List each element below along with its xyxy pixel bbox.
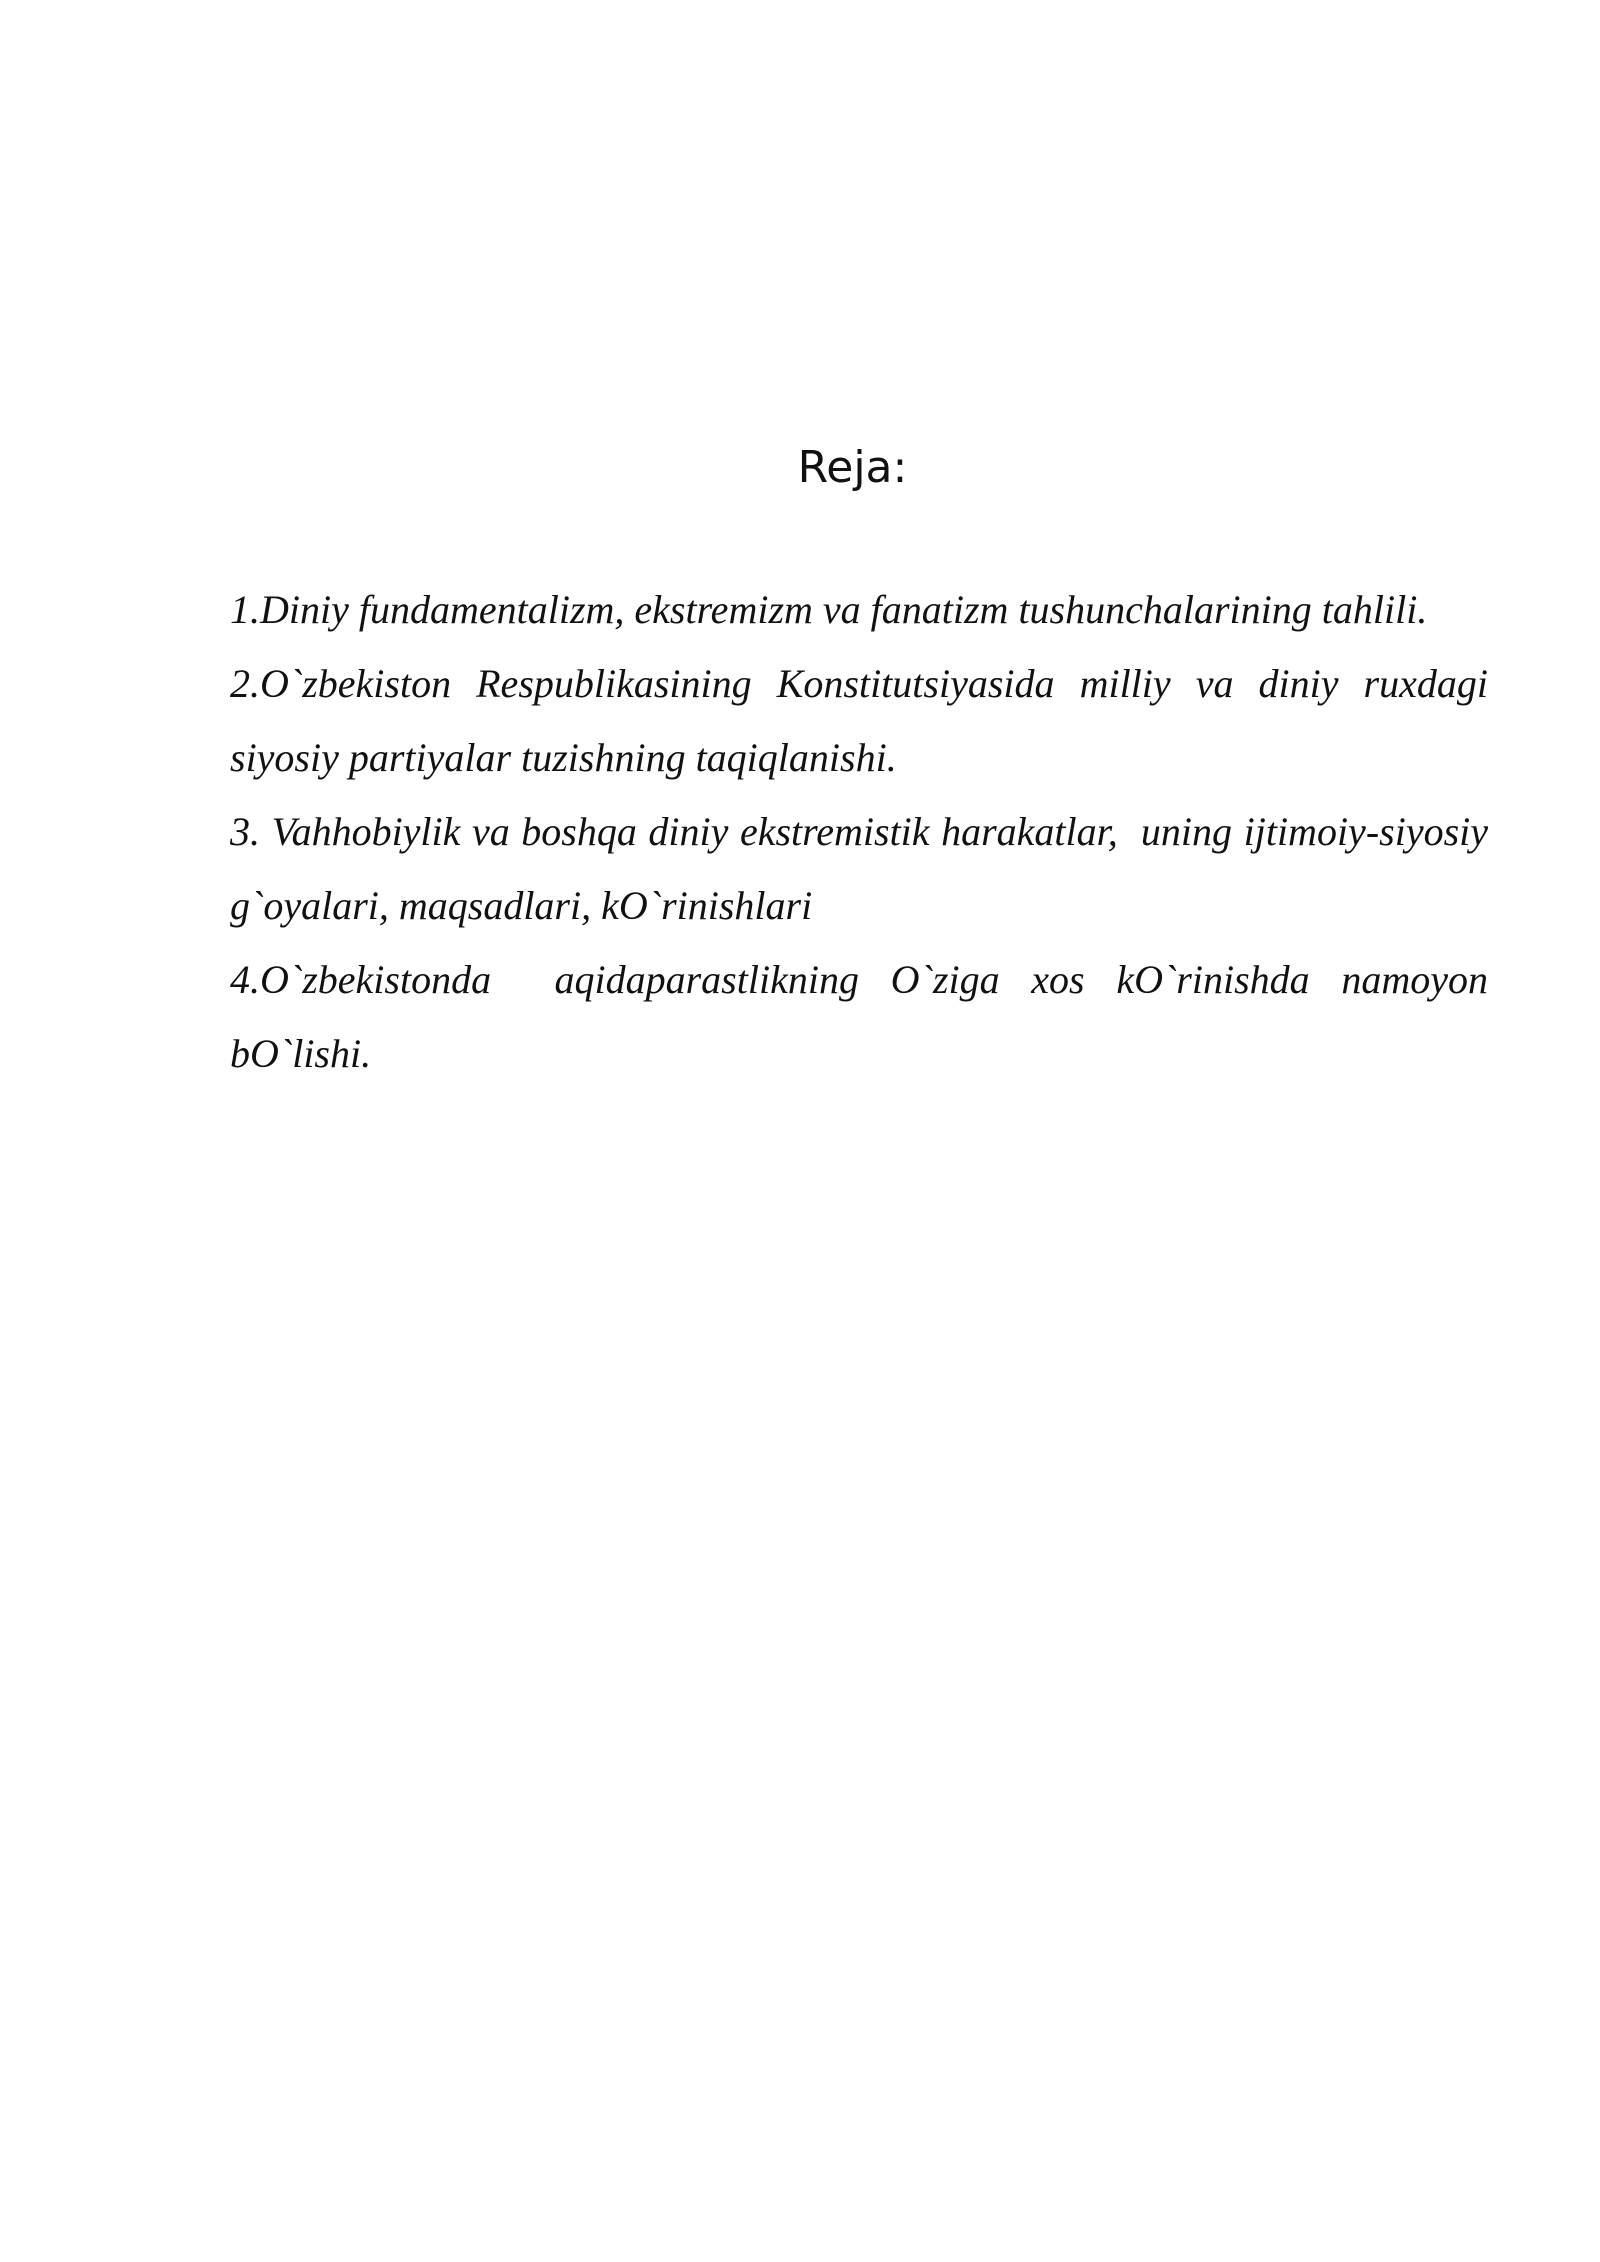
plan-item-1: 1.Diniy fundamentalizm, ekstremizm va fanatizm tushunchalarining tahlili. (230, 587, 1428, 632)
page-title: Reja: (797, 442, 908, 493)
plan-item-2: 2.O`zbekiston Respublikasining Konstitutsiyasida milliy va diniy ruxdagi siyosiy partiyalar tuzishning taqiqlanishi. (230, 661, 1498, 780)
plan-list (230, 573, 1498, 1091)
plan-item-4: 4.O`zbekistonda aqidaparastlikning O`ziga xos kO`rinishda namoyon bO`lishi. (230, 957, 1498, 1076)
plan-item-3: 3. Vahhobiylik va boshqa diniy ekstremistik harakatlar, uning ijtimoiy-siyosiy g`oyalari, maqsadlari, kO`rinishlari (230, 809, 1498, 928)
